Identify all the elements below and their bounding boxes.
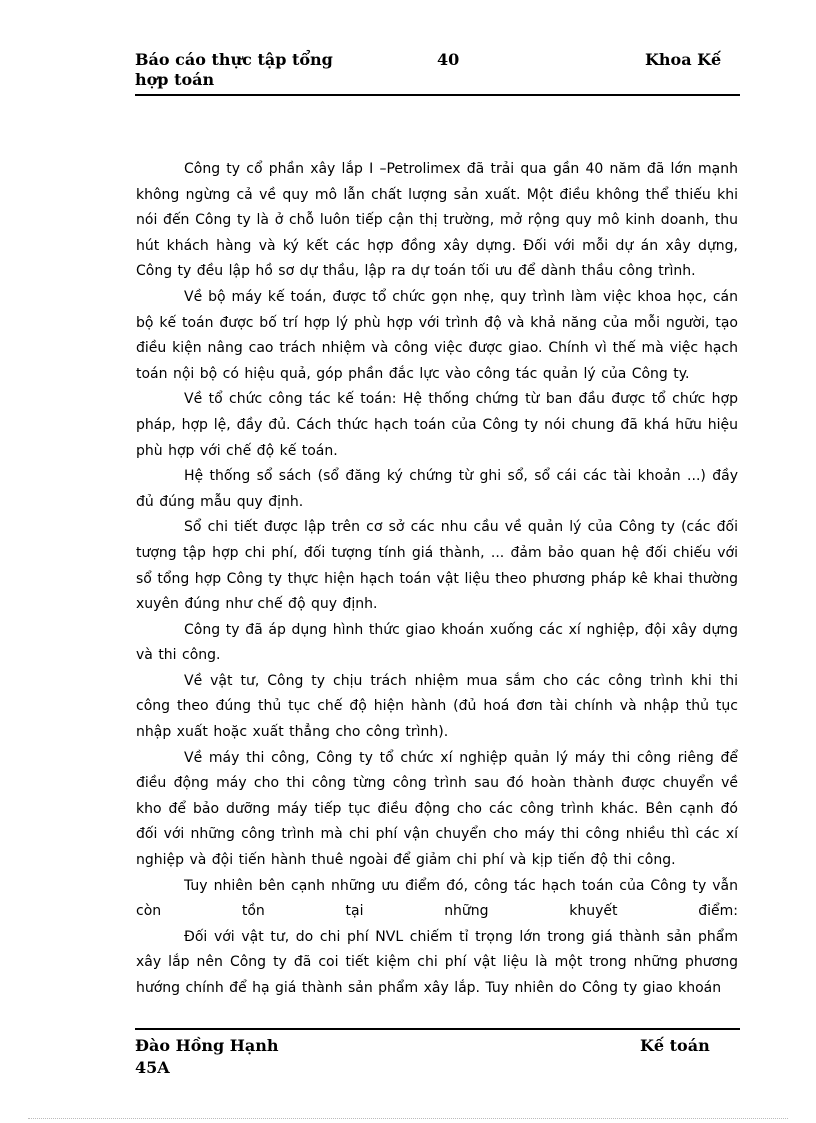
page-header [135, 50, 740, 96]
header-department: Khoa Kế [645, 50, 722, 69]
body-text [136, 157, 738, 1002]
paragraph: Tuy nhiên bên cạnh những ưu điểm đó, công tác hạch toán của Công ty vẫn còn tồn tại những khuyết điểm: [136, 877, 738, 920]
page-number: 40 [437, 50, 460, 69]
header-title: Báo cáo thực tập tổng hợp toán [135, 50, 333, 89]
paragraph: Đối với vật tư, do chi phí NVL chiếm tỉ trọng lớn trong giá thành sản phẩm xây lắp nên Công ty đã coi tiết kiệm chi phí vật liệu là một trong những phương hướng chính để hạ giá thành sản phẩm xây lắp. Tuy nhiên do Công ty giao khoán [136, 928, 738, 996]
page-footer [135, 1028, 740, 1077]
paragraph: Hệ thống sổ sách (sổ đăng ký chứng từ ghi sổ, sổ cái các tài khoản ...) đầy đủ đúng mẫu quy định. [136, 468, 738, 510]
footer-department: Kế toán [640, 1036, 710, 1055]
paragraph: Công ty cổ phần xây lắp I –Petrolimex đã trải qua gần 40 năm đã lớn mạnh không ngừng cả về quy mô lẫn chất lượng sản xuất. Một điều không thể thiếu khi nói đến Công ty là ở chỗ luôn tiếp cận thị trường, mở rộng quy mô kinh doanh, thu hút khách hàng và ký kết các hợp đồng xây dựng. Đối với mỗi dự án xây dựng, Công ty đều lập hồ sơ dự thầu, lập ra dự toán tối ưu để dành thầu công trình. [136, 161, 738, 280]
paragraph: Công ty đã áp dụng hình thức giao khoán xuống các xí nghiệp, đội xây dựng và thi công. [136, 621, 738, 664]
page-bottom-border [28, 1118, 788, 1119]
paragraph: Về vật tư, Công ty chịu trách nhiệm mua sắm cho các công trình khi thi công theo đúng thủ tục chế độ hiện hành (đủ hoá đơn tài chính và nhập thủ tục nhập xuất hoặc xuất thẳng cho công trình). [136, 672, 738, 741]
paragraph: Về tổ chức công tác kế toán: Hệ thống chứng từ ban đầu được tổ chức hợp pháp, hợp lệ, đầy đủ. Cách thức hạch toán của Công ty nói chung đã khá hữu hiệu phù hợp với chế độ kế toán. [136, 391, 738, 459]
footer-author: Đào Hồng Hạnh 45A [135, 1036, 279, 1077]
paragraph: Sổ chi tiết được lập trên cơ sở các nhu cầu về quản lý của Công ty (các đối tượng tập hợp chi phí, đối tượng tính giá thành, ... đảm bảo quan hệ đối chiếu với sổ tổng hợp Công ty thực hiện hạch toán vật liệu theo phương pháp kê khai thường xuyên đúng như chế độ quy định. [136, 519, 738, 613]
paragraph: Về máy thi công, Công ty tổ chức xí nghiệp quản lý máy thi công riêng để điều động máy cho thi công từng công trình sau đó hoàn thành được chuyển về kho để bảo dưỡng máy tiếp tục điều động cho các công trình khác. Bên cạnh đó đối với những công trình mà chi phí vận chuyển cho máy thi công nhiều thì các xí nghiệp và đội tiến hành thuê ngoài để giảm chi phí và kịp tiến độ thi công. [136, 749, 738, 869]
paragraph: Về bộ máy kế toán, được tổ chức gọn nhẹ, quy trình làm việc khoa học, cán bộ kế toán được bố trí hợp lý phù hợp với trình độ và khả năng của mỗi người, tạo điều kiện nâng cao trách nhiệm và công việc được giao. Chính vì thế mà việc hạch toán nội bộ có hiệu quả, góp phần đắc lực vào công tác quản lý của Công ty. [136, 288, 738, 382]
